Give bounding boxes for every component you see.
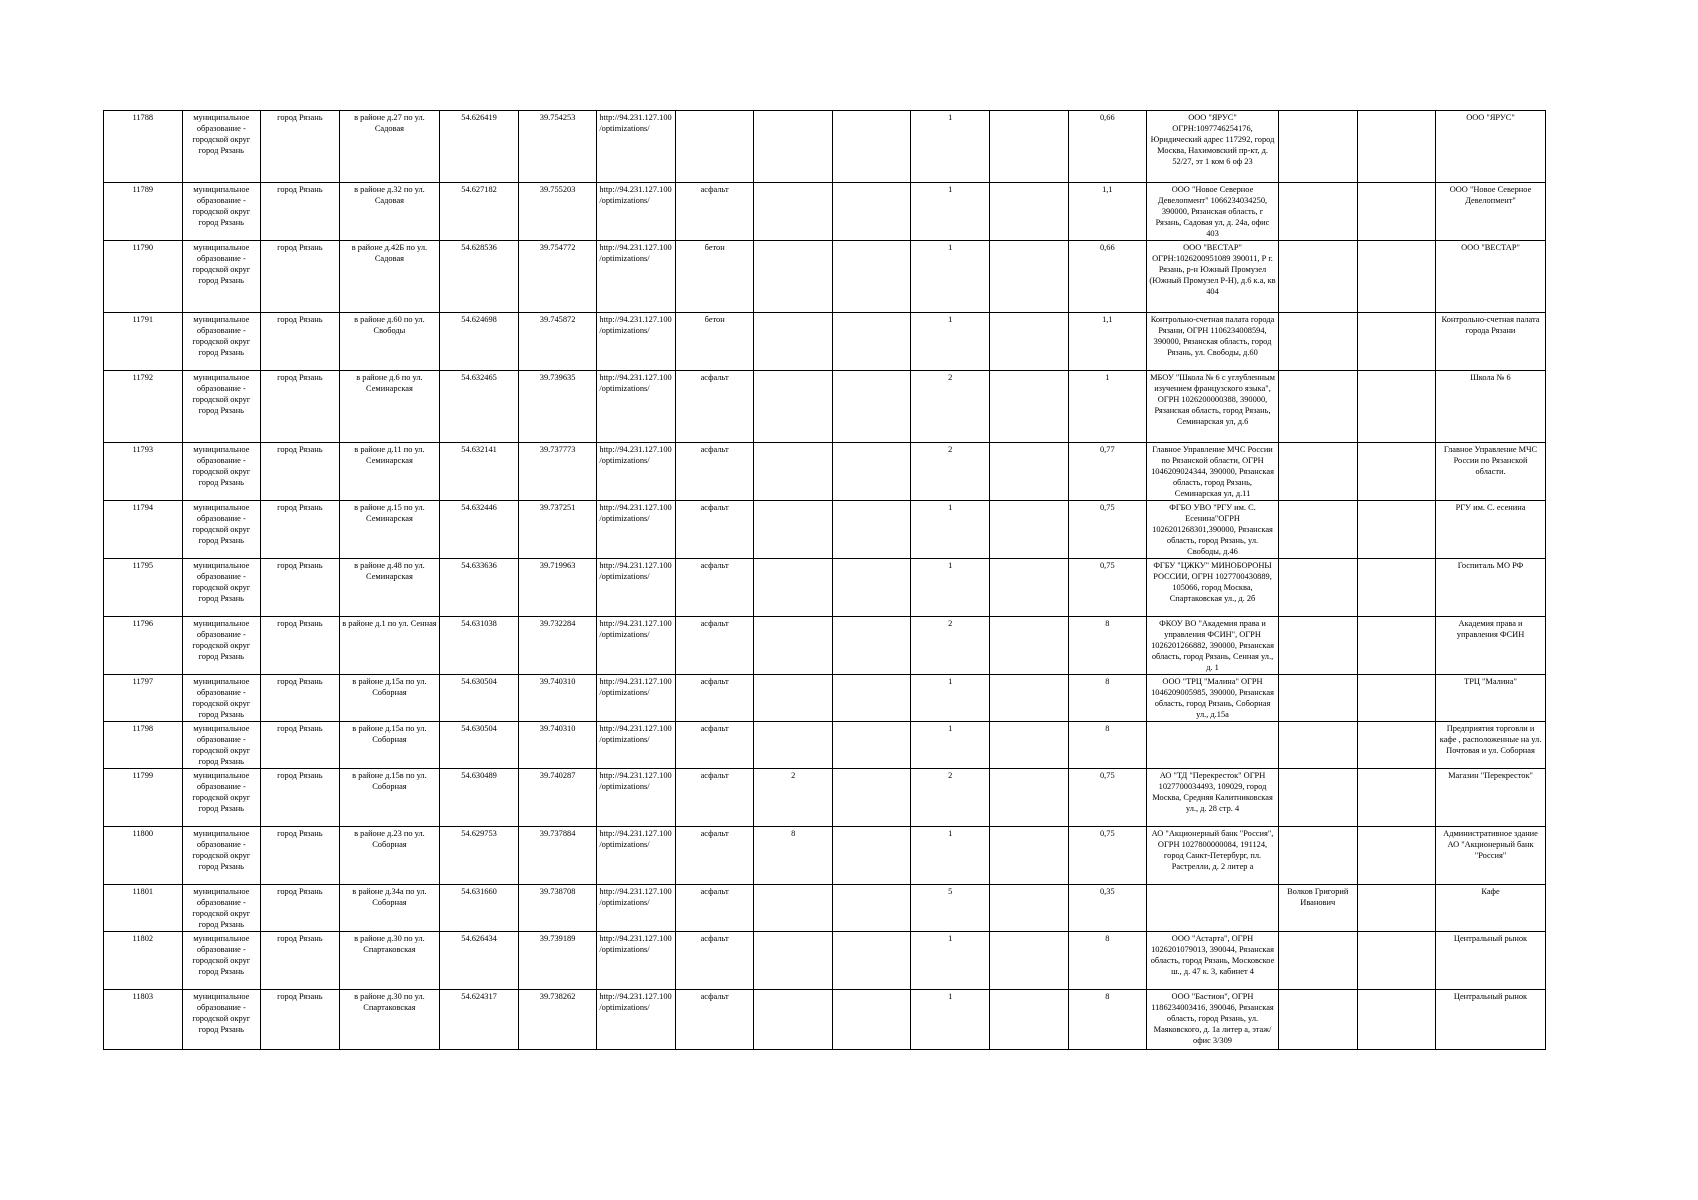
cell-waste-source: Центральный рынок [1436, 932, 1546, 990]
cell-longitude: 39.739189 [518, 932, 597, 990]
table-row [104, 241, 1546, 313]
cell-longitude: 39.755203 [518, 183, 597, 241]
cell-volume: 0,35 [1068, 885, 1147, 932]
cell-waste-source: Кафе [1436, 885, 1546, 932]
cell-empty-16 [1357, 675, 1436, 722]
cell-volume: 0,75 [1068, 827, 1147, 885]
cell-containers-planned [754, 241, 833, 313]
cell-owner: АО "ТД "Перекресток" ОГРН 1027700034493, 109029, город Москва, Средняя Калитниковская ул., д. 28 стр. 4 [1147, 769, 1279, 827]
cell-address: в районе д.15 по ул. Семинарская [339, 501, 440, 559]
cell-empty-16 [1357, 990, 1436, 1050]
cell-owner [1147, 722, 1279, 769]
cell-containers-planned [754, 617, 833, 675]
cell-empty-12 [990, 241, 1069, 313]
cell-volume: 1,1 [1068, 313, 1147, 371]
cell-surface: асфальт [675, 722, 754, 769]
table-row [104, 932, 1546, 990]
cell-waste-source: Главное Управление МЧС России по Рязанской области. [1436, 443, 1546, 501]
cell-longitude: 39.754772 [518, 241, 597, 313]
cell-volume: 1 [1068, 371, 1147, 443]
cell-municipality: муниципальное образование - городской округ город Рязань [182, 501, 261, 559]
cell-person [1278, 111, 1357, 183]
cell-person [1278, 443, 1357, 501]
cell-latitude: 54.624317 [440, 990, 519, 1050]
cell-waste-source: Госпиталь МО РФ [1436, 559, 1546, 617]
table-row [104, 313, 1546, 371]
cell-owner: ООО "Астарта", ОГРН 1026201079013, 390044, Рязанская область, город Рязань, Московское ш., д. 47 к. 3, кабинет 4 [1147, 932, 1279, 990]
cell-owner: ФГБУ "ЦЖКУ" МИНОБОРОНЫ РОССИИ, ОГРН 1027700430889, 105066, город Москва, Спартаковская ул., д. 2б [1147, 559, 1279, 617]
cell-latitude: 54.630504 [440, 675, 519, 722]
cell-container-count: 1 [911, 241, 990, 313]
cell-containers-planned [754, 675, 833, 722]
cell-longitude: 39.738708 [518, 885, 597, 932]
cell-longitude: 39.737251 [518, 501, 597, 559]
cell-latitude: 54.633636 [440, 559, 519, 617]
cell-address: в районе д.11 по ул. Семинарская [339, 443, 440, 501]
cell-containers-planned [754, 932, 833, 990]
cell-volume: 0,66 [1068, 241, 1147, 313]
cell-empty-16 [1357, 722, 1436, 769]
cell-volume: 8 [1068, 722, 1147, 769]
cell-container-count: 1 [911, 559, 990, 617]
cell-longitude: 39.737773 [518, 443, 597, 501]
table-row [104, 885, 1546, 932]
cell-settlement: город Рязань [261, 559, 340, 617]
cell-url: http://94.231.127.100/optimizations/ [597, 885, 676, 932]
cell-address: в районе д.15а по ул. Соборная [339, 722, 440, 769]
cell-empty-12 [990, 443, 1069, 501]
cell-surface: бетон [675, 313, 754, 371]
cell-surface: асфальт [675, 769, 754, 827]
cell-empty-16 [1357, 827, 1436, 885]
cell-settlement: город Рязань [261, 932, 340, 990]
cell-container-count: 2 [911, 443, 990, 501]
cell-container-count: 1 [911, 313, 990, 371]
cell-empty-10 [832, 769, 911, 827]
cell-volume: 0,75 [1068, 501, 1147, 559]
cell-empty-10 [832, 501, 911, 559]
cell-id: 11798 [104, 722, 183, 769]
cell-containers-planned: 2 [754, 769, 833, 827]
cell-empty-12 [990, 617, 1069, 675]
cell-owner [1147, 885, 1279, 932]
cell-municipality: муниципальное образование - городской округ город Рязань [182, 183, 261, 241]
cell-owner: ООО "ВЕСТАР" ОГРН:1026200951089 390011, Р г. Рязань, р-н Южный Промузел (Южный Промузел Р-Н), д.6 к.а, кв 404 [1147, 241, 1279, 313]
cell-longitude: 39.732284 [518, 617, 597, 675]
cell-url: http://94.231.127.100/optimizations/ [597, 371, 676, 443]
cell-id: 11796 [104, 617, 183, 675]
cell-empty-16 [1357, 769, 1436, 827]
cell-url: http://94.231.127.100/optimizations/ [597, 183, 676, 241]
cell-municipality: муниципальное образование - городской округ город Рязань [182, 313, 261, 371]
cell-person [1278, 722, 1357, 769]
cell-id: 11792 [104, 371, 183, 443]
cell-container-count: 1 [911, 827, 990, 885]
cell-url: http://94.231.127.100/optimizations/ [597, 443, 676, 501]
cell-address: в районе д.30 по ул. Спартаковская [339, 990, 440, 1050]
cell-url: http://94.231.127.100/optimizations/ [597, 827, 676, 885]
cell-volume: 0,75 [1068, 559, 1147, 617]
cell-empty-12 [990, 885, 1069, 932]
cell-person [1278, 559, 1357, 617]
cell-empty-12 [990, 990, 1069, 1050]
cell-surface [675, 111, 754, 183]
cell-volume: 8 [1068, 617, 1147, 675]
cell-containers-planned [754, 501, 833, 559]
table-row [104, 371, 1546, 443]
cell-volume: 0,77 [1068, 443, 1147, 501]
cell-owner: АО "Акционерный банк "Россия", ОГРН 1027800000084, 191124, город Санкт-Петербург, пл. Растрелли, д. 2 литер а [1147, 827, 1279, 885]
cell-longitude: 39.737884 [518, 827, 597, 885]
cell-waste-source: Предприятия торговли и кафе , расположенные на ул. Почтовая и ул. Соборная [1436, 722, 1546, 769]
cell-longitude: 39.754253 [518, 111, 597, 183]
cell-owner: ООО "Бастион", ОГРН 1186234003416, 390046, Рязанская область, город Рязань, ул. Маяковского, д. 1а литер а, этаж/офис 3/309 [1147, 990, 1279, 1050]
cell-id: 11794 [104, 501, 183, 559]
cell-waste-source: РГУ им. С. есенина [1436, 501, 1546, 559]
cell-person [1278, 617, 1357, 675]
cell-empty-16 [1357, 617, 1436, 675]
cell-url: http://94.231.127.100/optimizations/ [597, 932, 676, 990]
cell-latitude: 54.632446 [440, 501, 519, 559]
cell-owner: Контрольно-счетная палата города Рязани, ОГРН 1106234008594, 390000, Рязанская область, город Рязань, ул. Свободы, д.60 [1147, 313, 1279, 371]
cell-url: http://94.231.127.100/optimizations/ [597, 675, 676, 722]
cell-url: http://94.231.127.100/optimizations/ [597, 501, 676, 559]
cell-owner: ФКОУ ВО "Академия права и управления ФСИН", ОГРН 1026201266882, 390000, Рязанская область, город Рязань, Сенная ул., д. 1 [1147, 617, 1279, 675]
cell-settlement: город Рязань [261, 617, 340, 675]
cell-empty-16 [1357, 559, 1436, 617]
cell-longitude: 39.739635 [518, 371, 597, 443]
cell-person [1278, 990, 1357, 1050]
cell-surface: асфальт [675, 559, 754, 617]
cell-municipality: муниципальное образование - городской округ город Рязань [182, 990, 261, 1050]
cell-owner: ООО "ЯРУС" ОГРН:1097746254176, Юридический адрес 117292, город Москва, Нахимовский пр-кт, д. 52/27, эт 1 ком 6 оф 23 [1147, 111, 1279, 183]
cell-empty-16 [1357, 501, 1436, 559]
cell-latitude: 54.629753 [440, 827, 519, 885]
cell-person [1278, 313, 1357, 371]
cell-empty-12 [990, 932, 1069, 990]
table-row [104, 827, 1546, 885]
cell-containers-planned [754, 722, 833, 769]
cell-volume: 0,66 [1068, 111, 1147, 183]
cell-containers-planned [754, 313, 833, 371]
cell-owner: МБОУ "Школа № 6 с углубленным изучением французского языка", ОГРН 1026200000388, 390000, Рязанская область, город Рязань, Семинарская ул, д.6 [1147, 371, 1279, 443]
cell-empty-12 [990, 501, 1069, 559]
cell-empty-12 [990, 827, 1069, 885]
cell-empty-10 [832, 371, 911, 443]
cell-waste-source: ООО "ЯРУС" [1436, 111, 1546, 183]
cell-empty-16 [1357, 313, 1436, 371]
cell-waste-source: Магазин "Перекресток" [1436, 769, 1546, 827]
cell-surface: асфальт [675, 885, 754, 932]
cell-longitude: 39.738262 [518, 990, 597, 1050]
cell-empty-10 [832, 990, 911, 1050]
cell-containers-planned [754, 111, 833, 183]
cell-longitude: 39.740287 [518, 769, 597, 827]
cell-empty-16 [1357, 371, 1436, 443]
cell-settlement: город Рязань [261, 501, 340, 559]
cell-container-count: 1 [911, 501, 990, 559]
table-row [104, 769, 1546, 827]
cell-surface: асфальт [675, 443, 754, 501]
cell-empty-10 [832, 932, 911, 990]
cell-container-count: 1 [911, 183, 990, 241]
table-row [104, 559, 1546, 617]
cell-municipality: муниципальное образование - городской округ город Рязань [182, 885, 261, 932]
cell-latitude: 54.624698 [440, 313, 519, 371]
cell-empty-12 [990, 111, 1069, 183]
cell-containers-planned [754, 885, 833, 932]
cell-owner: Главное Управление МЧС России по Рязанской области, ОГРН 1046209024344, 390000, Рязанская область, город Рязань, Семинарская ул, д.11 [1147, 443, 1279, 501]
cell-id: 11801 [104, 885, 183, 932]
cell-empty-16 [1357, 241, 1436, 313]
cell-latitude: 54.627182 [440, 183, 519, 241]
table-row [104, 501, 1546, 559]
cell-container-count: 2 [911, 617, 990, 675]
cell-empty-12 [990, 183, 1069, 241]
cell-empty-10 [832, 313, 911, 371]
cell-waste-source: ООО "Новое Северное Девелопмент" [1436, 183, 1546, 241]
cell-containers-planned [754, 990, 833, 1050]
cell-municipality: муниципальное образование - городской округ город Рязань [182, 443, 261, 501]
cell-municipality: муниципальное образование - городской округ город Рязань [182, 111, 261, 183]
cell-id: 11795 [104, 559, 183, 617]
cell-empty-10 [832, 722, 911, 769]
cell-municipality: муниципальное образование - городской округ город Рязань [182, 675, 261, 722]
registry-table-body [104, 111, 1546, 1050]
cell-url: http://94.231.127.100/optimizations/ [597, 769, 676, 827]
cell-address: в районе д.32 по ул. Садовая [339, 183, 440, 241]
cell-id: 11789 [104, 183, 183, 241]
cell-settlement: город Рязань [261, 443, 340, 501]
cell-empty-12 [990, 675, 1069, 722]
cell-settlement: город Рязань [261, 675, 340, 722]
cell-volume: 8 [1068, 990, 1147, 1050]
cell-address: в районе д.1 по ул. Сенная [339, 617, 440, 675]
cell-waste-source: ООО "ВЕСТАР" [1436, 241, 1546, 313]
cell-settlement: город Рязань [261, 371, 340, 443]
cell-container-count: 1 [911, 990, 990, 1050]
cell-person [1278, 675, 1357, 722]
cell-container-count: 1 [911, 932, 990, 990]
cell-person [1278, 932, 1357, 990]
cell-municipality: муниципальное образование - городской округ город Рязань [182, 241, 261, 313]
cell-id: 11800 [104, 827, 183, 885]
cell-latitude: 54.632141 [440, 443, 519, 501]
table-row [104, 443, 1546, 501]
cell-latitude: 54.631660 [440, 885, 519, 932]
cell-empty-10 [832, 111, 911, 183]
cell-empty-10 [832, 183, 911, 241]
cell-longitude: 39.740310 [518, 722, 597, 769]
cell-container-count: 2 [911, 371, 990, 443]
cell-volume: 0,75 [1068, 769, 1147, 827]
cell-empty-10 [832, 827, 911, 885]
cell-empty-16 [1357, 111, 1436, 183]
cell-url: http://94.231.127.100/optimizations/ [597, 111, 676, 183]
cell-id: 11797 [104, 675, 183, 722]
cell-empty-16 [1357, 885, 1436, 932]
cell-municipality: муниципальное образование - городской округ город Рязань [182, 722, 261, 769]
cell-surface: асфальт [675, 932, 754, 990]
cell-person [1278, 371, 1357, 443]
cell-person [1278, 769, 1357, 827]
cell-settlement: город Рязань [261, 722, 340, 769]
cell-volume: 8 [1068, 675, 1147, 722]
cell-address: в районе д.60 по ул. Свободы [339, 313, 440, 371]
cell-surface: асфальт [675, 617, 754, 675]
cell-url: http://94.231.127.100/optimizations/ [597, 241, 676, 313]
cell-address: в районе д.48 по ул. Семинарская [339, 559, 440, 617]
cell-municipality: муниципальное образование - городской округ город Рязань [182, 371, 261, 443]
cell-empty-12 [990, 769, 1069, 827]
cell-id: 11799 [104, 769, 183, 827]
cell-surface: асфальт [675, 371, 754, 443]
cell-municipality: муниципальное образование - городской округ город Рязань [182, 769, 261, 827]
cell-surface: бетон [675, 241, 754, 313]
cell-containers-planned [754, 371, 833, 443]
cell-containers-planned: 8 [754, 827, 833, 885]
cell-containers-planned [754, 559, 833, 617]
cell-longitude: 39.740310 [518, 675, 597, 722]
cell-latitude: 54.631038 [440, 617, 519, 675]
cell-latitude: 54.630489 [440, 769, 519, 827]
cell-settlement: город Рязань [261, 990, 340, 1050]
table-row [104, 617, 1546, 675]
cell-address: в районе д.6 по ул. Семинарская [339, 371, 440, 443]
table-row [104, 722, 1546, 769]
cell-container-count: 5 [911, 885, 990, 932]
cell-address: в районе д.42Б по ул. Садовая [339, 241, 440, 313]
cell-waste-source: ТРЦ "Малина" [1436, 675, 1546, 722]
cell-waste-source: Академия права и управления ФСИН [1436, 617, 1546, 675]
cell-container-count: 1 [911, 111, 990, 183]
cell-person [1278, 827, 1357, 885]
cell-owner: ФГБО УВО "РГУ им. С. Есенина"ОГРН 1026201268301,390000, Рязанская область, город Рязань, ул. Свободы, д.46 [1147, 501, 1279, 559]
cell-empty-10 [832, 885, 911, 932]
cell-id: 11803 [104, 990, 183, 1050]
cell-person [1278, 501, 1357, 559]
cell-containers-planned [754, 443, 833, 501]
cell-longitude: 39.745872 [518, 313, 597, 371]
cell-address: в районе д.30 по ул. Спартаковская [339, 932, 440, 990]
cell-url: http://94.231.127.100/optimizations/ [597, 722, 676, 769]
cell-empty-12 [990, 722, 1069, 769]
cell-surface: асфальт [675, 183, 754, 241]
cell-id: 11802 [104, 932, 183, 990]
cell-surface: асфальт [675, 827, 754, 885]
cell-empty-16 [1357, 443, 1436, 501]
cell-address: в районе д.15а по ул. Соборная [339, 675, 440, 722]
cell-municipality: муниципальное образование - городской округ город Рязань [182, 617, 261, 675]
cell-longitude: 39.719963 [518, 559, 597, 617]
registry-table [103, 110, 1546, 1050]
cell-empty-16 [1357, 932, 1436, 990]
cell-empty-12 [990, 313, 1069, 371]
cell-owner: ООО "ТРЦ "Малина" ОГРН 1046209005985, 390000, Рязанская область, город Рязань, Соборная ул., д.15а [1147, 675, 1279, 722]
cell-empty-12 [990, 371, 1069, 443]
table-row [104, 675, 1546, 722]
cell-url: http://94.231.127.100/optimizations/ [597, 990, 676, 1050]
cell-settlement: город Рязань [261, 241, 340, 313]
cell-person [1278, 241, 1357, 313]
cell-settlement: город Рязань [261, 313, 340, 371]
cell-waste-source: Административное здание АО "Акционерный банк "Россия" [1436, 827, 1546, 885]
cell-surface: асфальт [675, 501, 754, 559]
cell-settlement: город Рязань [261, 885, 340, 932]
cell-empty-10 [832, 241, 911, 313]
cell-municipality: муниципальное образование - городской округ город Рязань [182, 827, 261, 885]
cell-id: 11791 [104, 313, 183, 371]
table-row [104, 990, 1546, 1050]
table-row [104, 111, 1546, 183]
cell-settlement: город Рязань [261, 827, 340, 885]
cell-settlement: город Рязань [261, 111, 340, 183]
cell-url: http://94.231.127.100/optimizations/ [597, 559, 676, 617]
cell-surface: асфальт [675, 675, 754, 722]
cell-container-count: 1 [911, 722, 990, 769]
cell-person [1278, 183, 1357, 241]
cell-person: Волков Григорий Иванович [1278, 885, 1357, 932]
cell-waste-source: Центральный рынок [1436, 990, 1546, 1050]
cell-url: http://94.231.127.100/optimizations/ [597, 313, 676, 371]
cell-containers-planned [754, 183, 833, 241]
cell-latitude: 54.626419 [440, 111, 519, 183]
cell-address: в районе д.23 по ул. Соборная [339, 827, 440, 885]
cell-latitude: 54.632465 [440, 371, 519, 443]
cell-municipality: муниципальное образование - городской округ город Рязань [182, 932, 261, 990]
cell-empty-10 [832, 559, 911, 617]
cell-owner: ООО "Новое Северное Девелопмент" 1066234034250, 390000, Рязанская область, г Рязань, Садовая ул, д. 24а, офис 403 [1147, 183, 1279, 241]
cell-waste-source: Школа № 6 [1436, 371, 1546, 443]
cell-empty-10 [832, 675, 911, 722]
cell-settlement: город Рязань [261, 183, 340, 241]
cell-latitude: 54.626434 [440, 932, 519, 990]
cell-address: в районе д.27 по ул. Садовая [339, 111, 440, 183]
cell-url: http://94.231.127.100/optimizations/ [597, 617, 676, 675]
cell-id: 11790 [104, 241, 183, 313]
cell-municipality: муниципальное образование - городской округ город Рязань [182, 559, 261, 617]
cell-surface: асфальт [675, 990, 754, 1050]
cell-address: в районе д.34а по ул. Соборная [339, 885, 440, 932]
cell-empty-12 [990, 559, 1069, 617]
cell-address: в районе д.15в по ул. Соборная [339, 769, 440, 827]
cell-empty-10 [832, 443, 911, 501]
cell-empty-10 [832, 617, 911, 675]
cell-container-count: 2 [911, 769, 990, 827]
cell-latitude: 54.630504 [440, 722, 519, 769]
cell-latitude: 54.628536 [440, 241, 519, 313]
cell-settlement: город Рязань [261, 769, 340, 827]
cell-empty-16 [1357, 183, 1436, 241]
cell-id: 11793 [104, 443, 183, 501]
cell-volume: 1,1 [1068, 183, 1147, 241]
cell-container-count: 1 [911, 675, 990, 722]
cell-volume: 8 [1068, 932, 1147, 990]
cell-waste-source: Контрольно-счетная палата города Рязани [1436, 313, 1546, 371]
table-row [104, 183, 1546, 241]
cell-id: 11788 [104, 111, 183, 183]
